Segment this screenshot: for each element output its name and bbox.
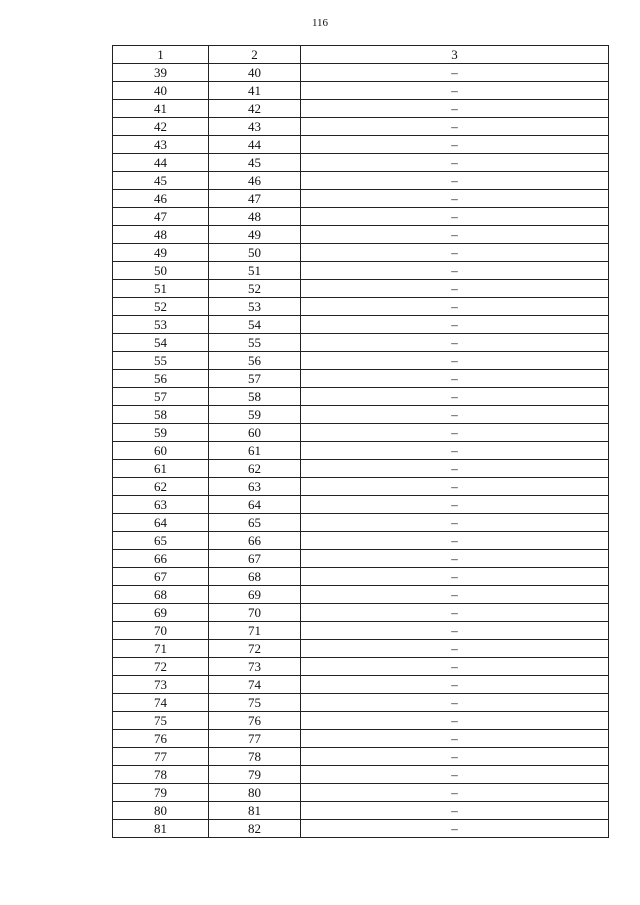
table-cell-col-2: 50 bbox=[209, 244, 301, 262]
table-cell-col-1: 78 bbox=[113, 766, 209, 784]
table-cell-col-3: – bbox=[301, 658, 609, 676]
table-cell-col-1: 79 bbox=[113, 784, 209, 802]
table-row bbox=[113, 496, 609, 514]
table-cell-col-3: – bbox=[301, 406, 609, 424]
table-cell-col-1: 48 bbox=[113, 226, 209, 244]
data-table bbox=[112, 45, 609, 838]
table-cell-col-3: – bbox=[301, 460, 609, 478]
table-row bbox=[113, 604, 609, 622]
table-cell-col-2: 80 bbox=[209, 784, 301, 802]
table-cell-col-2: 72 bbox=[209, 640, 301, 658]
table-cell-col-1: 59 bbox=[113, 424, 209, 442]
table-row bbox=[113, 136, 609, 154]
table-cell-col-3: – bbox=[301, 136, 609, 154]
table-cell-col-3: – bbox=[301, 244, 609, 262]
table-cell-col-2: 75 bbox=[209, 694, 301, 712]
table-row bbox=[113, 460, 609, 478]
table-cell-col-3: – bbox=[301, 712, 609, 730]
table-cell-col-3: – bbox=[301, 514, 609, 532]
table-cell-col-2: 47 bbox=[209, 190, 301, 208]
table-cell-col-3: – bbox=[301, 208, 609, 226]
table-cell-col-2: 82 bbox=[209, 820, 301, 838]
table-cell-col-2: 61 bbox=[209, 442, 301, 460]
table-cell-col-1: 69 bbox=[113, 604, 209, 622]
table-row bbox=[113, 64, 609, 82]
table-cell-col-2: 40 bbox=[209, 64, 301, 82]
table-cell-col-3: – bbox=[301, 586, 609, 604]
table-cell-col-3: – bbox=[301, 64, 609, 82]
table-cell-col-1: 57 bbox=[113, 388, 209, 406]
table-cell-col-1: 63 bbox=[113, 496, 209, 514]
column-header-3: 3 bbox=[301, 46, 609, 64]
table-row bbox=[113, 280, 609, 298]
table-cell-col-3: – bbox=[301, 748, 609, 766]
table-cell-col-2: 52 bbox=[209, 280, 301, 298]
column-header-1: 1 bbox=[113, 46, 209, 64]
table-cell-col-3: – bbox=[301, 334, 609, 352]
table-row bbox=[113, 424, 609, 442]
table-row bbox=[113, 532, 609, 550]
table-row bbox=[113, 676, 609, 694]
table-row bbox=[113, 82, 609, 100]
table-cell-col-1: 77 bbox=[113, 748, 209, 766]
table-cell-col-2: 79 bbox=[209, 766, 301, 784]
table-cell-col-3: – bbox=[301, 550, 609, 568]
table-cell-col-1: 64 bbox=[113, 514, 209, 532]
table-row bbox=[113, 694, 609, 712]
table-row bbox=[113, 622, 609, 640]
table-cell-col-1: 75 bbox=[113, 712, 209, 730]
table-cell-col-2: 81 bbox=[209, 802, 301, 820]
table-row bbox=[113, 748, 609, 766]
table-row bbox=[113, 298, 609, 316]
table-cell-col-1: 42 bbox=[113, 118, 209, 136]
table-cell-col-2: 77 bbox=[209, 730, 301, 748]
table-row bbox=[113, 370, 609, 388]
table-row bbox=[113, 550, 609, 568]
table-cell-col-2: 59 bbox=[209, 406, 301, 424]
table-cell-col-1: 47 bbox=[113, 208, 209, 226]
table-row bbox=[113, 730, 609, 748]
table-cell-col-2: 46 bbox=[209, 172, 301, 190]
table-cell-col-2: 65 bbox=[209, 514, 301, 532]
table-cell-col-2: 53 bbox=[209, 298, 301, 316]
table-cell-col-2: 49 bbox=[209, 226, 301, 244]
table-row bbox=[113, 784, 609, 802]
table-cell-col-3: – bbox=[301, 352, 609, 370]
table-cell-col-1: 72 bbox=[113, 658, 209, 676]
table-cell-col-3: – bbox=[301, 496, 609, 514]
table-cell-col-3: – bbox=[301, 118, 609, 136]
table-cell-col-2: 44 bbox=[209, 136, 301, 154]
table-cell-col-1: 71 bbox=[113, 640, 209, 658]
table-row bbox=[113, 262, 609, 280]
table-cell-col-1: 53 bbox=[113, 316, 209, 334]
table-cell-col-2: 55 bbox=[209, 334, 301, 352]
table-cell-col-1: 51 bbox=[113, 280, 209, 298]
table-cell-col-1: 74 bbox=[113, 694, 209, 712]
table-cell-col-2: 48 bbox=[209, 208, 301, 226]
table-cell-col-1: 54 bbox=[113, 334, 209, 352]
table-cell-col-3: – bbox=[301, 694, 609, 712]
table-cell-col-2: 64 bbox=[209, 496, 301, 514]
table-cell-col-1: 55 bbox=[113, 352, 209, 370]
table-cell-col-3: – bbox=[301, 442, 609, 460]
table-cell-col-2: 57 bbox=[209, 370, 301, 388]
table-row bbox=[113, 514, 609, 532]
table-cell-col-3: – bbox=[301, 568, 609, 586]
table-cell-col-2: 54 bbox=[209, 316, 301, 334]
table-cell-col-1: 65 bbox=[113, 532, 209, 550]
table-cell-col-3: – bbox=[301, 802, 609, 820]
column-header-2: 2 bbox=[209, 46, 301, 64]
table-cell-col-3: – bbox=[301, 604, 609, 622]
header-row bbox=[113, 46, 609, 64]
table-cell-col-3: – bbox=[301, 730, 609, 748]
table-cell-col-1: 49 bbox=[113, 244, 209, 262]
table-cell-col-1: 43 bbox=[113, 136, 209, 154]
table-cell-col-1: 81 bbox=[113, 820, 209, 838]
table-cell-col-2: 66 bbox=[209, 532, 301, 550]
table-cell-col-3: – bbox=[301, 388, 609, 406]
table-cell-col-2: 68 bbox=[209, 568, 301, 586]
table-cell-col-3: – bbox=[301, 100, 609, 118]
table-cell-col-2: 51 bbox=[209, 262, 301, 280]
table-cell-col-2: 42 bbox=[209, 100, 301, 118]
table-row bbox=[113, 244, 609, 262]
table-cell-col-3: – bbox=[301, 424, 609, 442]
table-cell-col-1: 39 bbox=[113, 64, 209, 82]
table-cell-col-1: 56 bbox=[113, 370, 209, 388]
table-cell-col-2: 56 bbox=[209, 352, 301, 370]
table-cell-col-1: 61 bbox=[113, 460, 209, 478]
table-cell-col-2: 45 bbox=[209, 154, 301, 172]
table-cell-col-3: – bbox=[301, 262, 609, 280]
table-cell-col-1: 66 bbox=[113, 550, 209, 568]
table-cell-col-3: – bbox=[301, 478, 609, 496]
table-cell-col-2: 60 bbox=[209, 424, 301, 442]
table-cell-col-3: – bbox=[301, 820, 609, 838]
table-cell-col-2: 67 bbox=[209, 550, 301, 568]
table-row bbox=[113, 820, 609, 838]
table-cell-col-1: 44 bbox=[113, 154, 209, 172]
table-row bbox=[113, 568, 609, 586]
table-row bbox=[113, 640, 609, 658]
table-cell-col-1: 67 bbox=[113, 568, 209, 586]
table-cell-col-1: 41 bbox=[113, 100, 209, 118]
table-cell-col-1: 50 bbox=[113, 262, 209, 280]
table-row bbox=[113, 478, 609, 496]
table-cell-col-3: – bbox=[301, 280, 609, 298]
table-cell-col-2: 78 bbox=[209, 748, 301, 766]
table-cell-col-3: – bbox=[301, 82, 609, 100]
table-row bbox=[113, 658, 609, 676]
table-cell-col-1: 45 bbox=[113, 172, 209, 190]
table-cell-col-1: 60 bbox=[113, 442, 209, 460]
table-cell-col-3: – bbox=[301, 676, 609, 694]
table-cell-col-1: 76 bbox=[113, 730, 209, 748]
table-cell-col-2: 69 bbox=[209, 586, 301, 604]
table-cell-col-1: 80 bbox=[113, 802, 209, 820]
table-cell-col-1: 62 bbox=[113, 478, 209, 496]
page-number: 116 bbox=[311, 17, 329, 29]
table-cell-col-3: – bbox=[301, 532, 609, 550]
table-row bbox=[113, 316, 609, 334]
table-row bbox=[113, 586, 609, 604]
table-cell-col-3: – bbox=[301, 298, 609, 316]
table-cell-col-3: – bbox=[301, 190, 609, 208]
table-row bbox=[113, 802, 609, 820]
table-header bbox=[113, 46, 609, 64]
table-cell-col-2: 70 bbox=[209, 604, 301, 622]
table-cell-col-3: – bbox=[301, 766, 609, 784]
table-cell-col-2: 58 bbox=[209, 388, 301, 406]
table-cell-col-3: – bbox=[301, 172, 609, 190]
table-cell-col-3: – bbox=[301, 154, 609, 172]
table-cell-col-3: – bbox=[301, 316, 609, 334]
table-row bbox=[113, 100, 609, 118]
table-row bbox=[113, 172, 609, 190]
table-row bbox=[113, 406, 609, 424]
table-cell-col-1: 46 bbox=[113, 190, 209, 208]
table-row bbox=[113, 766, 609, 784]
table-cell-col-3: – bbox=[301, 622, 609, 640]
table-cell-col-1: 58 bbox=[113, 406, 209, 424]
table-row bbox=[113, 208, 609, 226]
table-cell-col-1: 70 bbox=[113, 622, 209, 640]
table-cell-col-1: 52 bbox=[113, 298, 209, 316]
table-cell-col-3: – bbox=[301, 370, 609, 388]
table-cell-col-3: – bbox=[301, 784, 609, 802]
table-body bbox=[113, 64, 609, 838]
table-row bbox=[113, 442, 609, 460]
table-cell-col-1: 68 bbox=[113, 586, 209, 604]
table-cell-col-1: 40 bbox=[113, 82, 209, 100]
table-cell-col-2: 73 bbox=[209, 658, 301, 676]
table-cell-col-2: 62 bbox=[209, 460, 301, 478]
table-cell-col-2: 76 bbox=[209, 712, 301, 730]
table-cell-col-2: 43 bbox=[209, 118, 301, 136]
table-row bbox=[113, 190, 609, 208]
table-cell-col-3: – bbox=[301, 226, 609, 244]
table-cell-col-2: 63 bbox=[209, 478, 301, 496]
table-row bbox=[113, 334, 609, 352]
table-cell-col-2: 74 bbox=[209, 676, 301, 694]
table-cell-col-1: 73 bbox=[113, 676, 209, 694]
table-cell-col-2: 41 bbox=[209, 82, 301, 100]
table-cell-col-2: 71 bbox=[209, 622, 301, 640]
table-row bbox=[113, 226, 609, 244]
table-row bbox=[113, 388, 609, 406]
table-row bbox=[113, 154, 609, 172]
table-row bbox=[113, 352, 609, 370]
table-cell-col-3: – bbox=[301, 640, 609, 658]
table-row bbox=[113, 118, 609, 136]
table-row bbox=[113, 712, 609, 730]
